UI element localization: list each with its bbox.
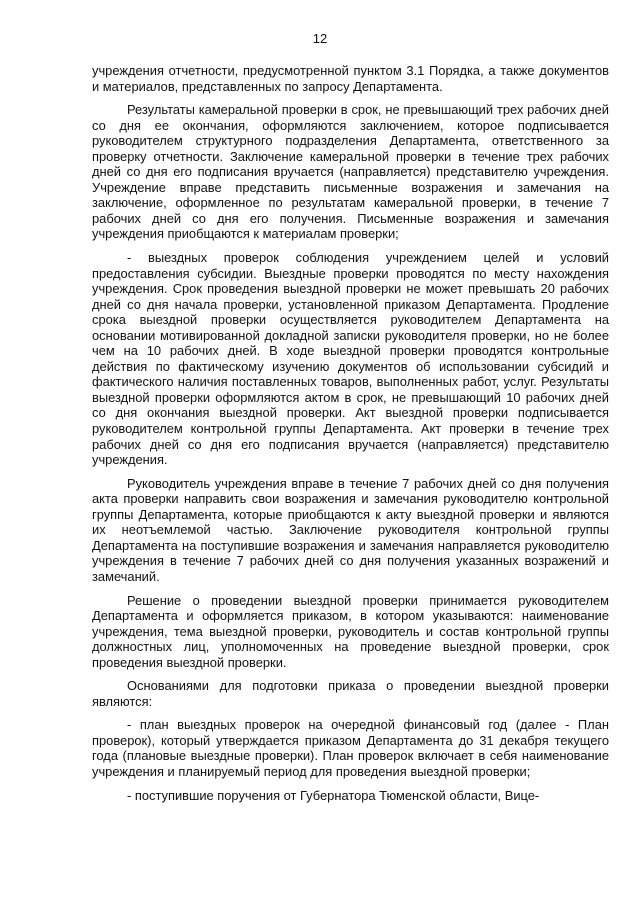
paragraph-continuation: учреждения отчетности, предусмотренной пунктом 3.1 Порядка, а также документов и материалов, представленных по запросу Департамента. xyxy=(92,63,609,94)
paragraph-onsite-inspections: - выездных проверок соблюдения учреждением целей и условий предоставления субсидии. Выездные проверки проводятся по месту нахождения учреждения. Срок проведения выездной проверки не может превышать 20 рабочих дней со дня начала проверки, установленной приказом Департамента. Продление срока выездной проверки осуществляется руководителем Департамента на основании мотивированной докладной записки руководителя проверки, но не более чем на 10 рабочих дней. В ходе выездной проверки проводятся контрольные действия по фактическому изучению документов об использовании субсидий и фактического наличия поставленных товаров, выполненных работ, услуг. Результаты выездной проверки оформляются актом в срок, не превышающий 10 рабочих дней со дня окончания выездной проверки. Акт выездной проверки подписывается руководителем контрольной группы Департамента. Акт проверки в течение трех рабочих дней со дня его подписания вручается (направляется) представителю учреждения. xyxy=(92,250,609,468)
paragraph-inspection-decision: Решение о проведении выездной проверки принимается руководителем Департамента и оформляется приказом, в котором указываются: наименование учреждения, тема выездной проверки, руководитель и состав контрольной группы должностных лиц, уполномоченных на проведение выездной проверки, срок проведения выездной проверки. xyxy=(92,592,609,670)
paragraph-governor-orders: - поступившие поручения от Губернатора Тюменской области, Вице- xyxy=(127,787,540,803)
document-body xyxy=(92,63,609,803)
paragraph-desk-audit-results: Результаты камеральной проверки в срок, не превышающий трех рабочих дней со дня ее окончания, оформляются заключением, которое подписывается руководителем структурного подразделения Департамента, ответственного за проверку отчетности. Заключение камеральной проверки в течение трех рабочих дней со дня его подписания вручается (направляется) представителю учреждения. Учреждение вправе представить письменные возражения и замечания на заключение, оформленное по результатам камеральной проверки, в течение 7 рабочих дней со дня его получения. Письменные возражения и замечания учреждения приобщаются к материалам проверки; xyxy=(92,102,609,242)
paragraph-objections: Руководитель учреждения вправе в течение 7 рабочих дней со дня получения акта проверки направить свои возражения и замечания руководителю контрольной группы Департамента, которые приобщаются к акту выездной проверки и являются их неотъемлемой частью. Заключение руководителя контрольной группы Департамента на поступившие возражения и замечания направляется руководителю учреждения в течение 7 рабочих дней со дня получения указанных возражений и замечаний. xyxy=(92,475,609,584)
paragraph-grounds-heading: Основаниями для подготовки приказа о проведении выездной проверки являются: xyxy=(92,678,609,709)
page-number: 12 xyxy=(312,31,328,46)
paragraph-inspection-plan: - план выездных проверок на очередной финансовый год (далее - План проверок), который утверждается приказом Департамента до 31 декабря текущего года (плановые выездные проверки). План проверок включает в себя наименование учреждения и планируемый период для проведения выездной проверки; xyxy=(92,717,609,779)
